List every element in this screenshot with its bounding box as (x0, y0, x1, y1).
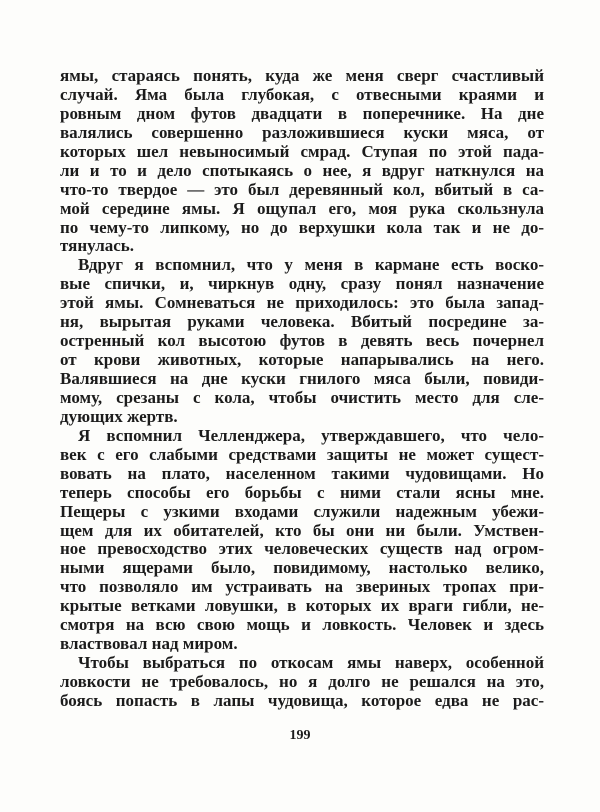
text-line: Вдруг я вспомнил, что у меня в кармане есть воско- (78, 255, 544, 275)
text-line: что-то твердое — это был деревянный кол, вбитый в са- (60, 179, 544, 199)
text-line: боясь попасть в лапы чудовища, которое едва не рас- (60, 690, 544, 710)
text-line: дующих жертв. (60, 406, 178, 426)
text-line: которых шел невыносимый смрад. Ступая по этой пада- (60, 141, 544, 161)
text-line: этой ямы. Сомневаться не приходилось: это была запад- (60, 293, 544, 313)
text-line: Чтобы выбраться по откосам ямы наверх, особенной (78, 653, 544, 673)
text-line: ли и то и дело спотыкаясь о нее, я вдруг наткнулся на (60, 160, 544, 180)
text-line: щем для их обитателей, кто бы они ни были. Умствен- (60, 520, 544, 540)
paragraph (60, 256, 544, 426)
text-line: ными ящерами было, повидимому, настолько велико, (60, 558, 544, 578)
text-line: ня, вырытая руками человека. Вбитый посредине за- (60, 312, 544, 332)
text-line: ное превосходство этих человеческих существ над огром- (60, 539, 544, 559)
text-line: Пещеры с узкими входами служили надежным убежи- (60, 501, 544, 521)
text-line: вые спички, и, чиркнув одну, сразу понял назначение (60, 274, 544, 294)
text-line: что позволяло им устраивать на звериных тропах при- (60, 577, 544, 597)
text-line: от крови животных, которые напарывались на него. (60, 350, 544, 370)
text-line: Я вспомнил Челленджера, утверждавшего, что чело- (78, 425, 544, 445)
text-line: Валявшиеся на дне куски гнилого мяса были, повиди- (60, 369, 544, 388)
paragraph (60, 427, 544, 654)
text-line: вовать на плато, населенном такими чудовищами. Но (60, 463, 544, 483)
text-line: смотря на всю свою мощь и ловкость. Человек и здесь (60, 615, 544, 635)
text-line: властвовал над миром. (60, 634, 238, 654)
text-line: век с его слабыми средствами защиты не может сущест- (60, 444, 544, 464)
page-body-text (60, 67, 544, 711)
text-line: ямы, стараясь понять, куда же меня сверг счастливый (60, 66, 544, 85)
text-line: ловкости не требовалось, но я долго не решался на это, (60, 672, 544, 691)
paragraph (60, 67, 544, 256)
text-line: крытые ветками ловушки, в которых их враги гибли, не- (60, 596, 544, 616)
text-line: остренный кол высотою футов в девять весь почернел (60, 331, 544, 351)
text-line: по чему-то липкому, но до верхушки кола так и не до- (60, 217, 544, 237)
text-line: ровным дном футов двадцати в поперечнике. На дне (60, 103, 544, 123)
text-line: мой середине ямы. Я ощупал его, моя рука скользнула (60, 198, 544, 218)
paragraph (60, 654, 544, 711)
page-number: 199 (289, 728, 311, 743)
text-line: случай. Яма была глубокая, с отвесными краями и (60, 84, 544, 104)
text-line: теперь способы его борьбы с ними стали ясны мне. (60, 482, 544, 502)
text-line: мому, срезаны с кола, чтобы очистить место для сле- (60, 387, 544, 407)
text-line: тянулась. (60, 236, 135, 256)
text-line: валялись совершенно разложившиеся куски мяса, от (60, 122, 544, 142)
